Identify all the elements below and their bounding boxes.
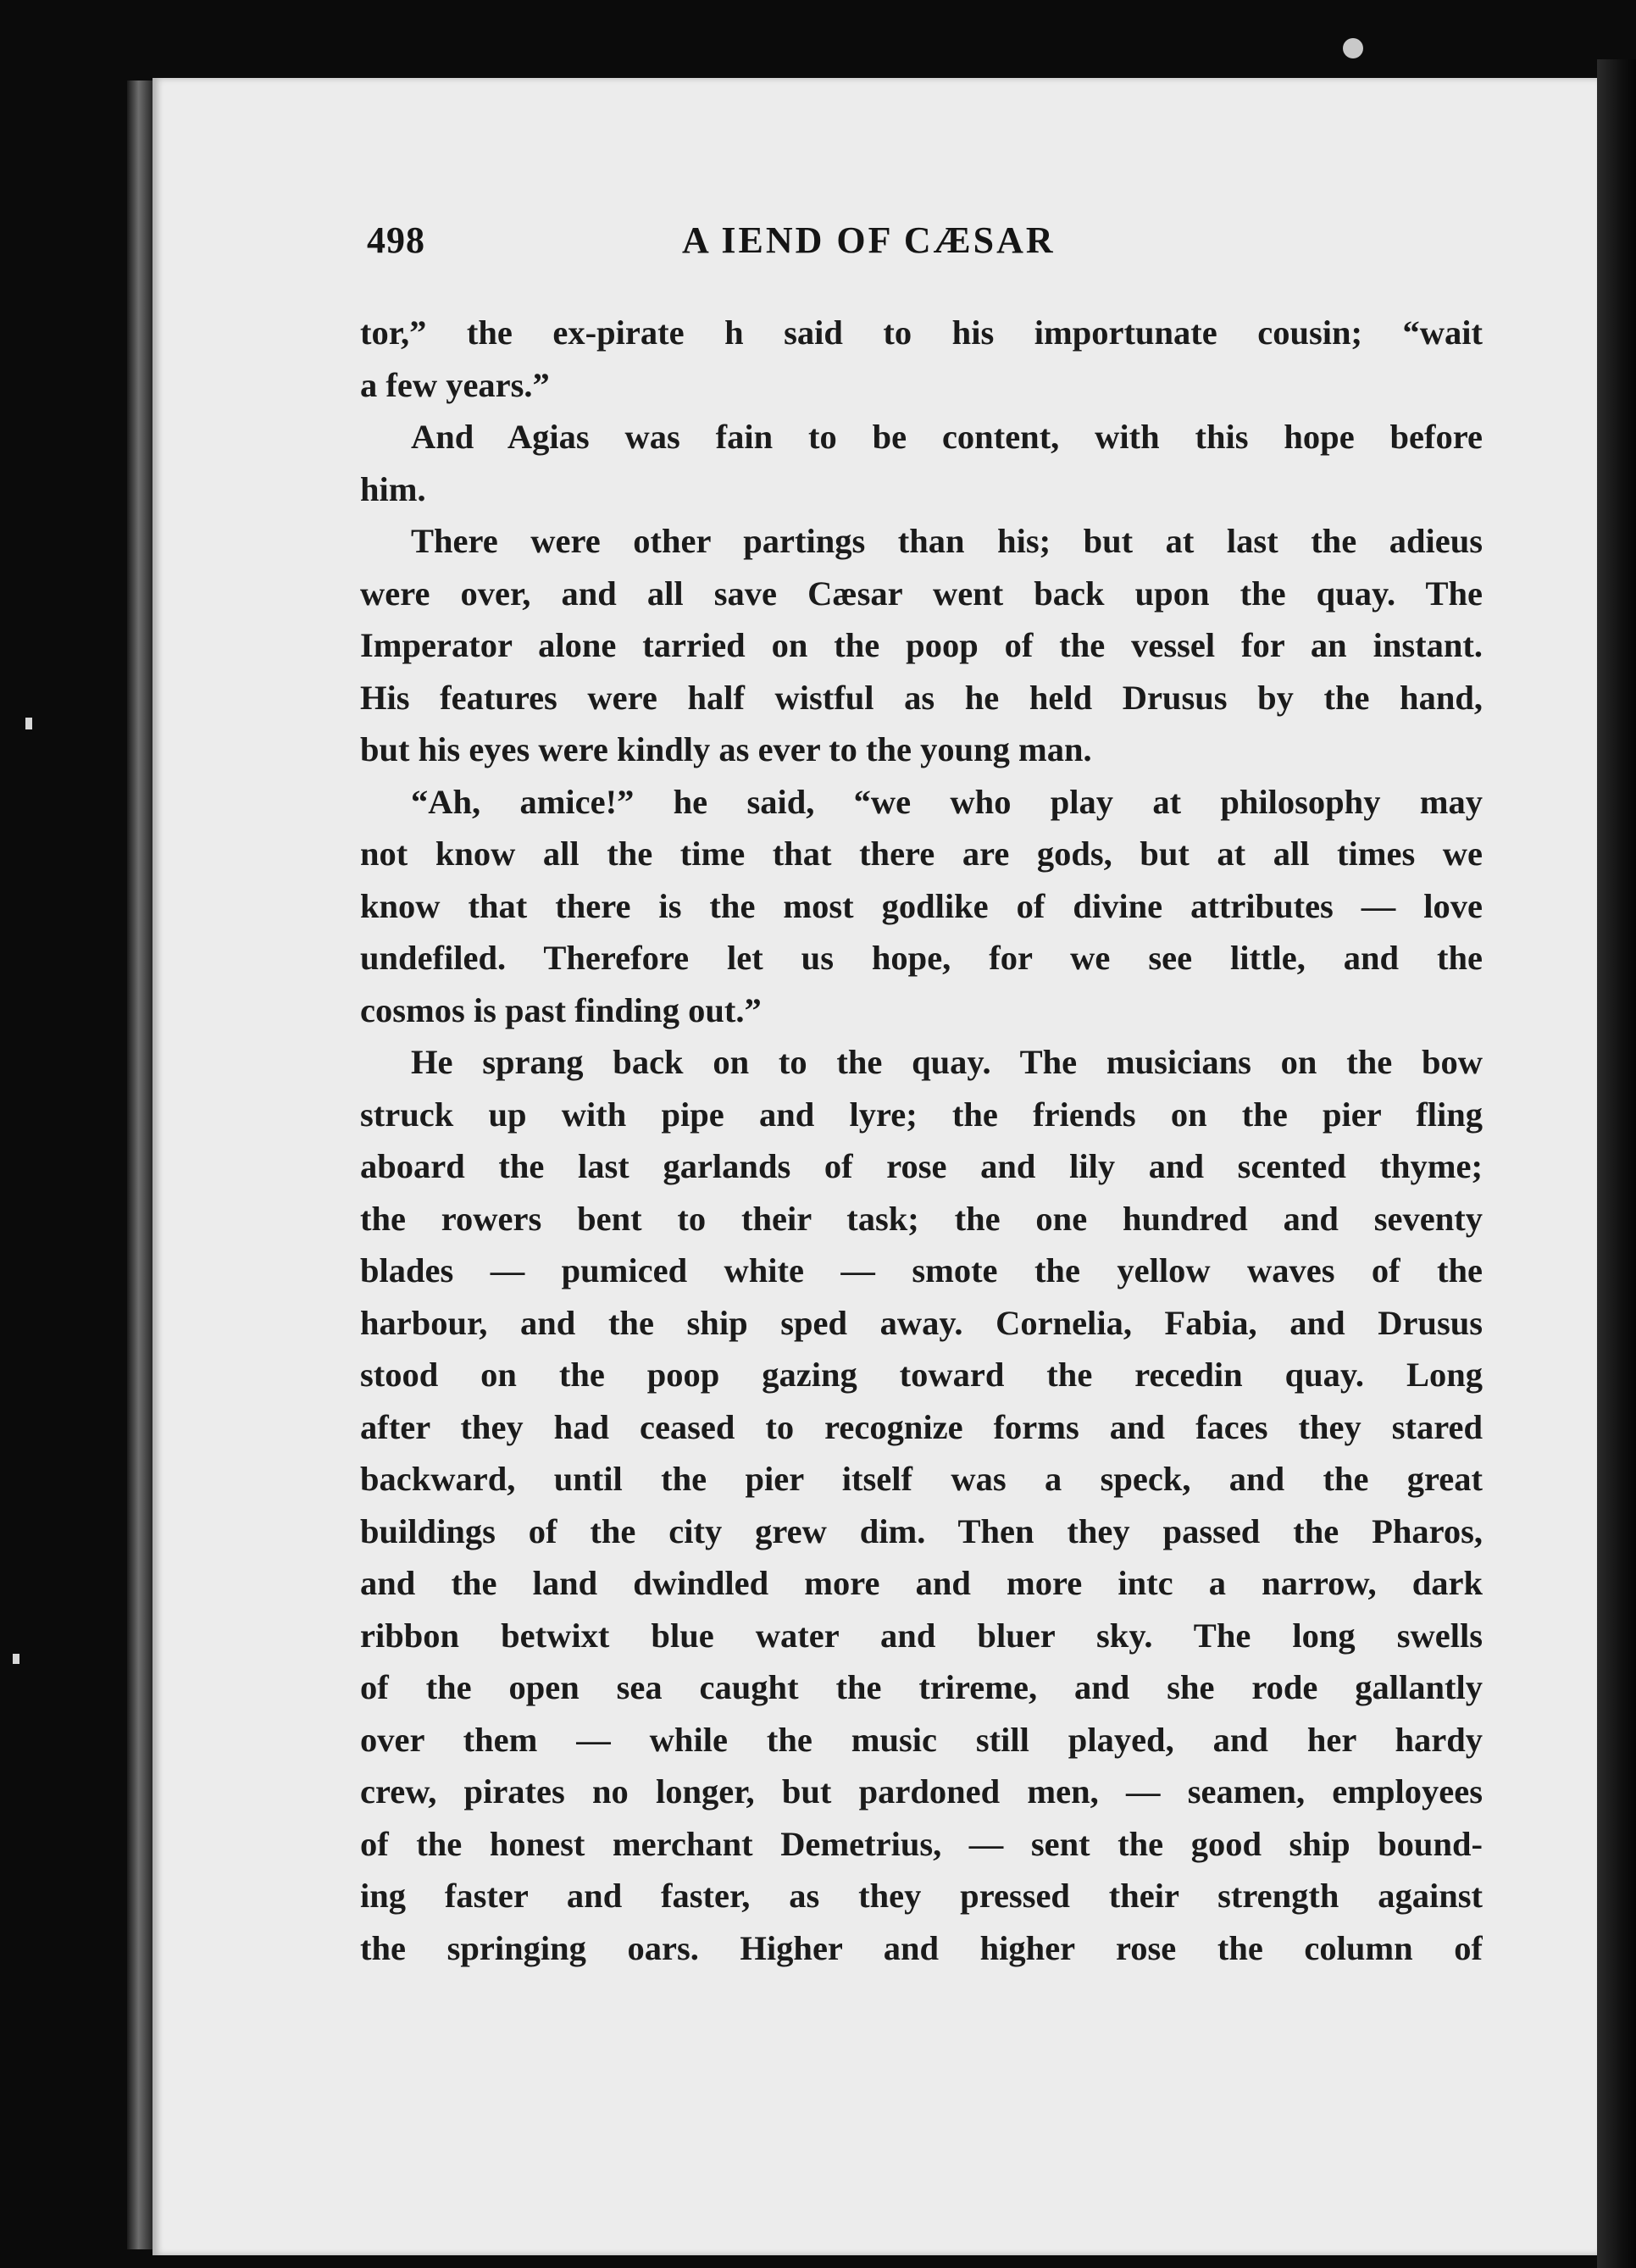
text-line: were over, and all save Cæsar went back upon the quay. The — [360, 574, 1483, 613]
scan-margin-mark — [13, 1654, 19, 1664]
text-line: aboard the last garlands of rose and lily and scented thyme; — [360, 1147, 1483, 1185]
running-header — [367, 219, 1485, 269]
text-line: not know all the time that there are gods, but at all times we — [360, 835, 1483, 873]
scan-right-edge — [1597, 59, 1636, 2268]
text-line: ribbon betwixt blue water and bluer sky. The long swells — [360, 1616, 1483, 1655]
text-line: know that there is the most godlike of divine attributes — love — [360, 886, 1483, 925]
text-line: crew, pirates no longer, but pardoned men, — seamen, employees — [360, 1772, 1483, 1811]
text-line: There were other partings than his; but at last the adieus — [411, 522, 1483, 560]
text-line: a few years.” — [360, 365, 550, 404]
text-line: harbour, and the ship sped away. Cornelia, Fabia, and Drusus — [360, 1303, 1483, 1342]
scan-speck — [1343, 38, 1363, 58]
text-line: buildings of the city grew dim. Then they passed the Pharos, — [360, 1511, 1483, 1550]
text-line: the rowers bent to their task; the one hundred and seventy — [360, 1199, 1483, 1238]
text-line: His features were half wistful as he held Drusus by the hand, — [360, 678, 1483, 717]
text-line: undefiled. Therefore let us hope, for we see little, and the — [360, 939, 1483, 977]
running-title: A IEND OF CÆSAR — [682, 219, 1056, 261]
text-line: Imperator alone tarried on the poop of the vessel for an instant. — [360, 626, 1483, 664]
text-line: cosmos is past finding out.” — [360, 990, 762, 1029]
text-line: stood on the poop gazing toward the recedin quay. Long — [360, 1356, 1483, 1394]
text-line: and the land dwindled more and more intc a narrow, dark — [360, 1564, 1483, 1602]
text-line: the springing oars. Higher and higher rose the column of — [360, 1928, 1483, 1967]
text-line: over them — while the music still played, and her hardy — [360, 1720, 1483, 1759]
text-line: him. — [360, 469, 426, 508]
scan-margin-mark — [25, 718, 32, 729]
page-number: 498 — [367, 219, 425, 261]
text-line: backward, until the pier itself was a speck, and the great — [360, 1460, 1483, 1498]
text-line: And Agias was fain to be content, with this hope before — [411, 418, 1483, 456]
text-line: of the open sea caught the trireme, and she rode gallantly — [360, 1668, 1483, 1706]
text-line: tor,” the ex-pirate h said to his importunate cousin; “wait — [360, 313, 1483, 352]
text-line: blades — pumiced white — smote the yellow waves of the — [360, 1251, 1483, 1289]
text-line: He sprang back on to the quay. The musicians on the bow — [411, 1043, 1483, 1081]
text-line: but his eyes were kindly as ever to the young man. — [360, 730, 1092, 768]
body-text — [360, 307, 1483, 1974]
text-line: of the honest merchant Demetrius, — sent the good ship bound- — [360, 1824, 1483, 1863]
text-line: ing faster and faster, as they pressed their strength against — [360, 1877, 1483, 1915]
text-line: struck up with pipe and lyre; the friends on the pier fling — [360, 1095, 1483, 1134]
text-line: “Ah, amice!” he said, “we who play at philosophy may — [411, 782, 1483, 821]
scan-left-edge — [127, 80, 153, 2249]
text-line: after they had ceased to recognize forms and faces they stared — [360, 1407, 1483, 1446]
